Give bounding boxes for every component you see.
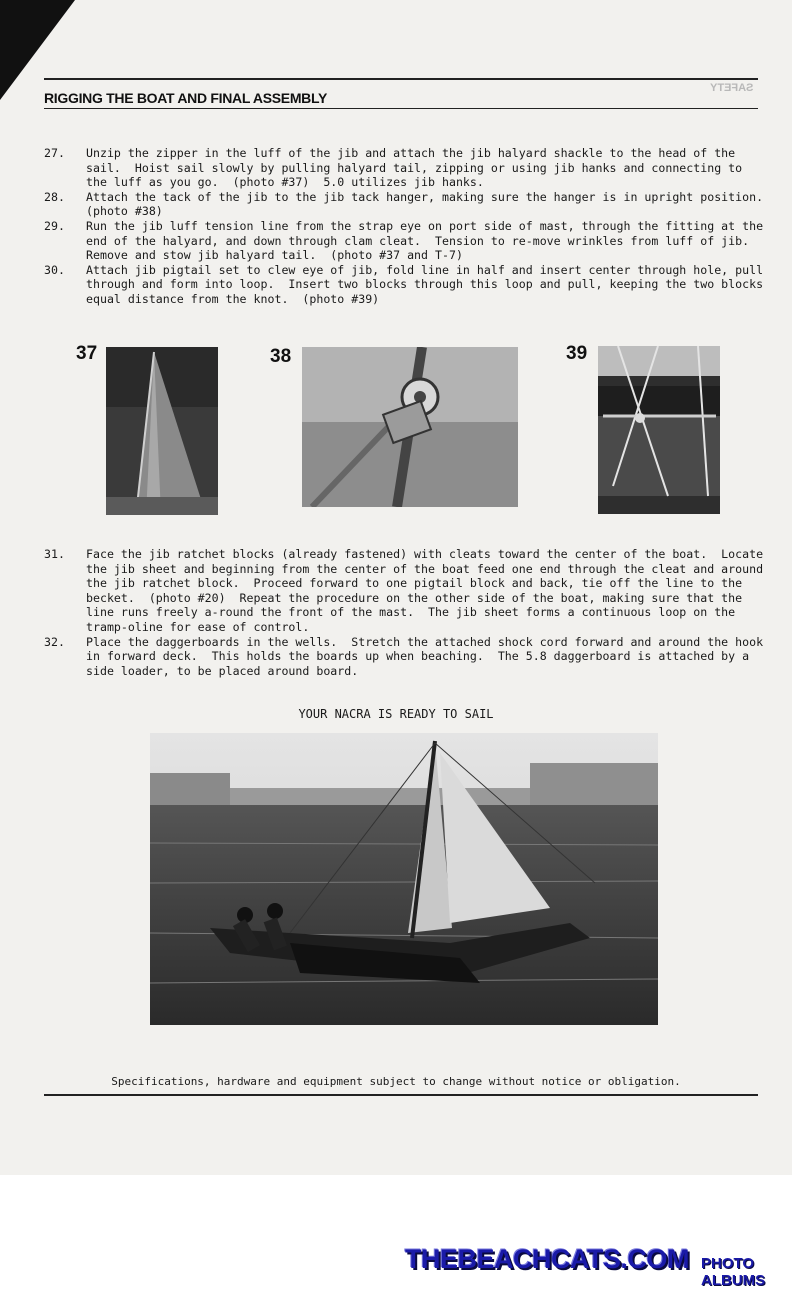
disclaimer-footnote: Specifications, hardware and equipment subject to change without notice or obligation. <box>111 1075 681 1088</box>
steps-list-bottom <box>44 547 771 678</box>
step-number: 29. <box>44 218 65 233</box>
step-item <box>44 547 771 635</box>
photo-39-label: 39 <box>566 343 588 364</box>
catamaran-sailing-photo <box>150 733 658 1025</box>
header-rule-top <box>44 78 758 80</box>
photo-39-jib-pigtail <box>598 346 720 514</box>
step-text: Run the jib luff tension line from the strap eye on port side of mast, through the fitting at the end of the halyard, and down through clam cleat. Tension to re-move wrinkles from luff of jib. Remove and stow jib halyard tail. (photo #37 and T-7) <box>86 218 771 263</box>
section-heading: RIGGING THE BOAT AND FINAL ASSEMBLY <box>44 90 327 106</box>
step-number: 30. <box>44 262 65 277</box>
watermark-sub-text: PHOTO ALBUMS <box>701 1255 766 1289</box>
step-text: Attach jib pigtail set to clew eye of jib, fold line in half and insert center through hole, pull through and form into loop. Insert two blocks through this loop and pull, keeping the two blocks equal distance from the knot. (photo #39) <box>86 262 771 306</box>
step-item <box>44 262 771 307</box>
steps-list-top <box>44 146 778 307</box>
step-text: Place the daggerboards in the wells. Stretch the attached shock cord forward and around the hook in forward deck. This holds the boards up when beaching. The 5.8 daggerboard is attached by a side loader, to be placed around board. <box>86 634 771 678</box>
step-item <box>44 189 778 219</box>
photo-37-jib-luff <box>106 347 218 515</box>
photo-38-tack-hanger <box>302 347 518 507</box>
step-text: Face the jib ratchet blocks (already fastened) with cleats toward the center of the boat. Locate the jib sheet and beginning from the center of the boat feed one end through the cleat and around the jib ratchet block. Proceed forward to one pigtail block and back, tie off the line to the becket. (photo #20) Repeat the procedure on the other side of the boat, making sure that the line runs freely a-round the front of the mast. The jib sheet forms a continuous loop on the tramp-oline for ease of control. <box>86 547 771 634</box>
page-corner-fold <box>0 0 75 100</box>
header-rule-bottom <box>44 108 758 109</box>
watermark-main-text: THEBEACHCATS.COM <box>405 1244 689 1274</box>
footer-rule <box>44 1094 758 1096</box>
step-item <box>44 634 771 679</box>
photo-38-label: 38 <box>270 346 292 367</box>
step-text: Unzip the zipper in the luff of the jib and attach the jib halyard shackle to the head of the sail. Hoist sail slowly by pulling halyard tail, zipping or using jib hanks and connecting to the luff as you go. (photo #37) 5.0 utilizes jib hanks. <box>86 146 750 190</box>
step-number: 28. <box>44 189 65 204</box>
step-item <box>44 218 771 263</box>
site-watermark-logo[interactable] <box>405 1244 792 1289</box>
step-text: Attach the tack of the jib to the jib tack hanger, making sure the hanger is in upright position. (photo #38) <box>86 189 778 219</box>
step-number: 27. <box>44 146 65 160</box>
bleed-through-heading: SAFETY <box>710 82 754 94</box>
ready-to-sail-caption: YOUR NACRA IS READY TO SAIL <box>298 707 494 721</box>
step-number: 31. <box>44 547 65 561</box>
step-number: 32. <box>44 634 65 649</box>
step-item <box>44 146 764 190</box>
photo-37-label: 37 <box>76 343 98 364</box>
